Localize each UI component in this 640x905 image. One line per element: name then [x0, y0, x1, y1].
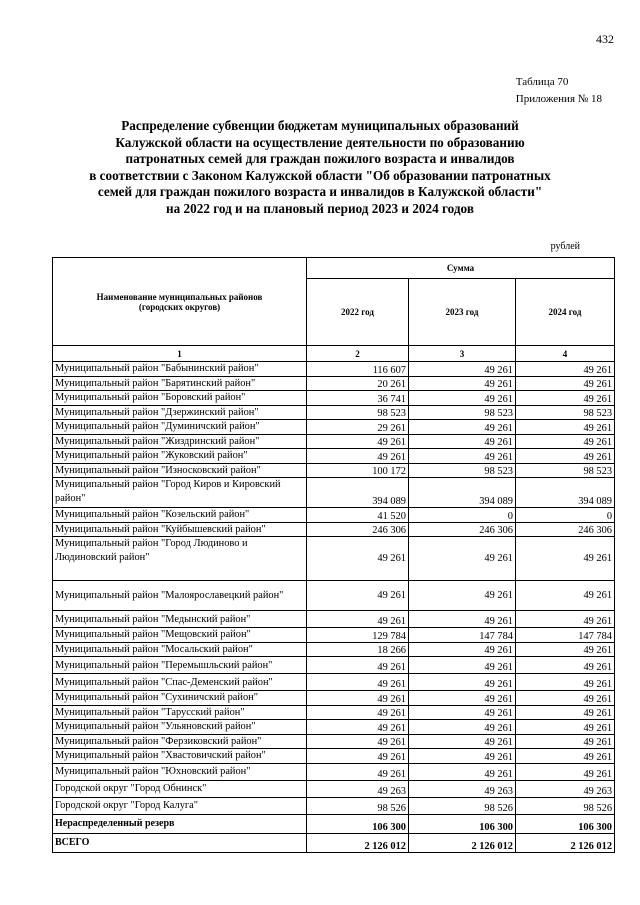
value-2022: 41 520	[307, 508, 409, 523]
table-row	[53, 362, 615, 377]
value-2022: 29 261	[307, 420, 409, 435]
value-2024: 49 261	[516, 362, 615, 377]
name-column-header: Наименование муниципальных районов (городских округов)	[53, 258, 307, 346]
value-2022: 98 523	[307, 405, 409, 420]
value-2023: 49 261	[409, 449, 516, 464]
table-row	[53, 797, 615, 814]
reserve-2024: 106 300	[516, 814, 615, 833]
table-reference	[516, 74, 602, 108]
value-2022: 49 261	[307, 434, 409, 449]
value-2023: 49 261	[409, 691, 516, 706]
table-row	[53, 405, 615, 420]
district-name: Муниципальный район "Износковский район"	[53, 463, 307, 478]
district-name: Муниципальный район "Мещовский район"	[53, 628, 307, 643]
value-2022: 49 261	[307, 734, 409, 749]
value-2023: 49 261	[409, 734, 516, 749]
sum-group-header: Сумма	[307, 258, 615, 279]
table-row	[53, 376, 615, 391]
district-name: Муниципальный район "Город Киров и Кировский район"	[53, 478, 307, 508]
value-2024: 246 306	[516, 522, 615, 537]
district-name: Муниципальный район "Ульяновский район"	[53, 720, 307, 735]
title-line: Распределение субвенции бюджетам муниципальных образований	[121, 118, 519, 133]
value-2022: 49 261	[307, 674, 409, 691]
district-name: Муниципальный район "Юхновский район"	[53, 763, 307, 780]
table-row	[53, 449, 615, 464]
district-name: Муниципальный район "Думиничский район"	[53, 420, 307, 435]
year-header-2023: 2023 год	[409, 279, 516, 346]
table-row	[53, 705, 615, 720]
value-2022: 49 261	[307, 720, 409, 735]
district-name: Муниципальный район "Бабынинский район"	[53, 362, 307, 377]
value-2022: 116 607	[307, 362, 409, 377]
district-name: Муниципальный район "Мосальский район"	[53, 642, 307, 657]
value-2023: 98 523	[409, 405, 516, 420]
table-row	[53, 674, 615, 691]
value-2022: 49 261	[307, 611, 409, 628]
value-2024: 49 261	[516, 734, 615, 749]
total-label: ВСЕГО	[53, 833, 307, 852]
value-2023: 246 306	[409, 522, 516, 537]
district-name: Муниципальный район "Перемышльский район"	[53, 657, 307, 674]
value-2023: 49 261	[409, 391, 516, 406]
value-2022: 49 261	[307, 581, 409, 611]
document-title	[60, 118, 580, 218]
value-2022: 129 784	[307, 628, 409, 643]
value-2022: 36 741	[307, 391, 409, 406]
value-2022: 246 306	[307, 522, 409, 537]
title-line: Калужской области на осуществление деятельности по образованию	[115, 134, 525, 150]
column-number: 3	[409, 346, 516, 362]
table-row	[53, 720, 615, 735]
reserve-2023: 106 300	[409, 814, 516, 833]
table-row	[53, 642, 615, 657]
district-name: Муниципальный район "Козельский район"	[53, 508, 307, 523]
value-2023: 49 263	[409, 780, 516, 797]
title-line: на 2022 год и на плановый период 2023 и 2024 годов	[166, 200, 474, 216]
value-2023: 147 784	[409, 628, 516, 643]
value-2023: 98 523	[409, 463, 516, 478]
value-2023: 49 261	[409, 376, 516, 391]
value-2023: 49 261	[409, 362, 516, 377]
district-name: Муниципальный район "Тарусский район"	[53, 705, 307, 720]
reserve-label: Нераспределенный резерв	[53, 814, 307, 833]
reserve-2022: 106 300	[307, 814, 409, 833]
district-name: Муниципальный район "Куйбышевский район"	[53, 522, 307, 537]
title-line: патронатных семей для граждан пожилого возраста и инвалидов	[125, 151, 515, 167]
district-name: Муниципальный район "Жиздринский район"	[53, 434, 307, 449]
value-2022: 49 261	[307, 449, 409, 464]
table-row	[53, 780, 615, 797]
value-2023: 49 261	[409, 674, 516, 691]
value-2023: 49 261	[409, 434, 516, 449]
value-2024: 98 526	[516, 797, 615, 814]
value-2023: 394 089	[409, 478, 516, 508]
table-row	[53, 734, 615, 749]
value-2022: 49 261	[307, 691, 409, 706]
district-name: Муниципальный район "Боровский район"	[53, 391, 307, 406]
value-2022: 49 261	[307, 705, 409, 720]
value-2024: 49 261	[516, 749, 615, 764]
value-2023: 98 526	[409, 797, 516, 814]
table-row	[53, 391, 615, 406]
value-2024: 49 261	[516, 434, 615, 449]
table-row	[53, 581, 615, 611]
table-row	[53, 763, 615, 780]
value-2024: 49 261	[516, 420, 615, 435]
table-row	[53, 749, 615, 764]
district-name: Муниципальный район "Медынский район"	[53, 611, 307, 628]
value-2024: 49 261	[516, 449, 615, 464]
table-row	[53, 611, 615, 628]
value-2022: 98 526	[307, 797, 409, 814]
column-number: 2	[307, 346, 409, 362]
value-2022: 49 261	[307, 657, 409, 674]
table-row	[53, 691, 615, 706]
value-2024: 49 261	[516, 657, 615, 674]
value-2022: 49 263	[307, 780, 409, 797]
value-2023: 49 261	[409, 611, 516, 628]
value-2022: 18 266	[307, 642, 409, 657]
value-2024: 49 261	[516, 581, 615, 611]
value-2024: 394 089	[516, 478, 615, 508]
year-header-2022: 2022 год	[307, 279, 409, 346]
value-2024: 49 261	[516, 720, 615, 735]
value-2023: 49 261	[409, 720, 516, 735]
table-row	[53, 522, 615, 537]
table-row	[53, 628, 615, 643]
district-name: Муниципальный район "Сухиничский район"	[53, 691, 307, 706]
value-2023: 49 261	[409, 581, 516, 611]
reserve-row	[53, 814, 615, 833]
district-name: Муниципальный район "Спас-Деменский район"	[53, 674, 307, 691]
table-label: Таблица 70	[515, 76, 569, 88]
value-2022: 20 261	[307, 376, 409, 391]
year-header-2024: 2024 год	[516, 279, 615, 346]
value-2024: 49 261	[516, 642, 615, 657]
district-name: Городской округ "Город Обнинск"	[53, 780, 307, 797]
value-2023: 49 261	[409, 763, 516, 780]
district-name: Муниципальный район "Город Людиново и Людиновский район"	[53, 537, 307, 581]
district-name: Муниципальный район "Хвастовичский район"	[53, 749, 307, 764]
table-row	[53, 478, 615, 508]
value-2024: 49 261	[516, 691, 615, 706]
total-2023: 2 126 012	[409, 833, 516, 852]
value-2023: 49 261	[409, 705, 516, 720]
table-row	[53, 508, 615, 523]
value-2024: 49 261	[516, 763, 615, 780]
value-2023: 49 261	[409, 657, 516, 674]
district-name: Муниципальный район "Малоярославецкий район"	[53, 581, 307, 611]
district-name: Муниципальный район "Дзержинский район"	[53, 405, 307, 420]
unit-label: рублей	[550, 241, 580, 252]
district-name: Муниципальный район "Жуковский район"	[53, 449, 307, 464]
appendix-label: Приложения № 18	[515, 93, 602, 105]
district-name: Муниципальный район "Ферзиковский район"	[53, 734, 307, 749]
value-2024: 49 261	[516, 376, 615, 391]
value-2024: 0	[516, 508, 615, 523]
value-2024: 49 261	[516, 391, 615, 406]
value-2023: 49 261	[409, 642, 516, 657]
page-number: 432	[596, 32, 614, 46]
value-2023: 49 261	[409, 420, 516, 435]
value-2023: 0	[409, 508, 516, 523]
value-2023: 49 261	[409, 749, 516, 764]
value-2024: 98 523	[516, 405, 615, 420]
title-line: семей для граждан пожилого возраста и инвалидов в Калужской области"	[97, 184, 543, 200]
value-2024: 98 523	[516, 463, 615, 478]
total-2022: 2 126 012	[307, 833, 409, 852]
table-row	[53, 420, 615, 435]
title-line: в соответствии с Законом Калужской области "Об образовании патронатных	[89, 167, 551, 183]
value-2022: 49 261	[307, 749, 409, 764]
table-row	[53, 537, 615, 581]
value-2022: 394 089	[307, 478, 409, 508]
column-number: 4	[516, 346, 615, 362]
value-2024: 49 261	[516, 674, 615, 691]
column-number: 1	[53, 346, 307, 362]
total-row	[53, 833, 615, 852]
table-row	[53, 463, 615, 478]
budget-table	[52, 257, 615, 853]
value-2024: 49 261	[516, 611, 615, 628]
value-2024: 147 784	[516, 628, 615, 643]
value-2023: 49 261	[409, 537, 516, 581]
table-row	[53, 434, 615, 449]
value-2022: 100 172	[307, 463, 409, 478]
district-name: Муниципальный район "Барятинский район"	[53, 376, 307, 391]
total-2024: 2 126 012	[516, 833, 615, 852]
value-2024: 49 263	[516, 780, 615, 797]
value-2022: 49 261	[307, 537, 409, 581]
table-row	[53, 657, 615, 674]
value-2022: 49 261	[307, 763, 409, 780]
district-name: Городской округ "Город Калуга"	[53, 797, 307, 814]
value-2024: 49 261	[516, 705, 615, 720]
value-2024: 49 261	[516, 537, 615, 581]
